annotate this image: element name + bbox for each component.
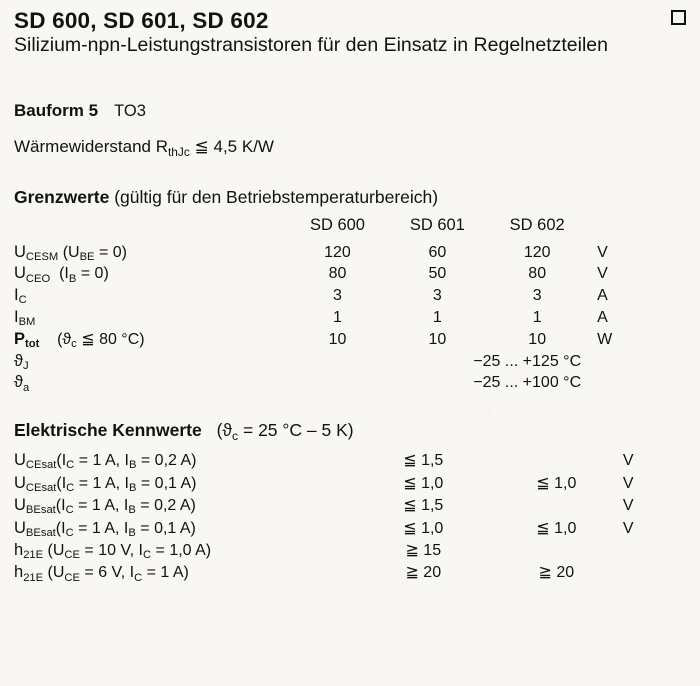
table-row — [14, 242, 674, 264]
electrical-unit: V — [622, 474, 634, 492]
table-row — [14, 372, 674, 394]
electrical-heading-rest: ($ϑ_c = 25$ °C – 5 K) — [216, 420, 354, 443]
electrical-symbol: $h_{21E}$ ($U_{CE} = 6$ V, $I_C = 1$ A) — [14, 563, 189, 584]
electrical-value: ≦ 1,0 — [536, 519, 577, 537]
thermal-resistance-row — [0, 137, 700, 157]
limits-heading — [0, 187, 700, 208]
table-row — [14, 263, 674, 285]
limits-range: −25 ... +100 °C — [473, 374, 582, 392]
table-row — [14, 494, 674, 516]
electrical-value — [490, 539, 623, 561]
limits-value: 10 — [528, 330, 547, 348]
electrical-value: ≧ 20 — [405, 564, 442, 582]
limits-value: 1 — [432, 309, 442, 327]
limits-range: −25 ... +125 °C — [473, 352, 582, 370]
electrical-value: ≦ 1,0 — [536, 474, 577, 492]
limits-value: 1 — [333, 309, 342, 327]
electrical-value — [490, 449, 623, 471]
electrical-heading — [0, 420, 700, 441]
limits-symbol: $I_C$ — [14, 286, 27, 307]
limits-unit: V — [597, 265, 608, 283]
limits-unit: A — [597, 287, 608, 305]
limits-value: 3 — [333, 287, 342, 305]
electrical-unit — [623, 539, 674, 561]
electrical-symbol: $U_{BEsat}(I_C = 1$ A, $I_B = 0,2$ A) — [14, 496, 196, 517]
table-row — [14, 351, 674, 373]
table-row — [14, 472, 674, 494]
electrical-unit — [623, 561, 674, 583]
limits-symbol: $ϑ_a$ — [14, 373, 30, 394]
electrical-symbol: $h_{21E}$ ($U_{CE} = 10$ V, $I_C = 1,0$ A) — [14, 540, 212, 562]
limits-value: 80 — [528, 265, 547, 283]
electrical-value: ≦ 1,5 — [403, 497, 444, 515]
table-row — [14, 449, 674, 471]
table-row — [14, 307, 674, 329]
column-header-sd602: SD 602 — [509, 216, 565, 235]
limits-value: 50 — [428, 265, 447, 283]
package-row — [0, 101, 700, 121]
electrical-symbol: $U_{CEsat}(I_C = 1$ A, $I_B = 0,1$ A) — [14, 473, 197, 494]
electrical-value: ≧ 20 — [538, 564, 575, 582]
limits-unit: V — [597, 243, 608, 261]
electrical-value: ≧ 15 — [405, 541, 442, 559]
column-header-sd600: SD 600 — [309, 216, 365, 235]
electrical-table — [14, 449, 674, 584]
limits-value: 120 — [523, 243, 551, 261]
thermal-subscript: thJc — [168, 144, 190, 159]
thermal-prefix: Wärmewiderstand R — [14, 137, 168, 157]
limits-symbol: $I_{BM}$ — [14, 308, 36, 329]
electrical-unit: V — [622, 519, 634, 537]
limits-unit: W — [597, 330, 613, 348]
limits-symbol: $U_{CESM}$ $(U_{BE} = 0)$ — [14, 242, 127, 263]
table-row — [14, 517, 674, 539]
limits-symbol: $ϑ_J$ — [14, 351, 29, 372]
square-outline-icon — [671, 10, 686, 25]
limits-value: 3 — [532, 287, 542, 305]
electrical-symbol: $U_{CEsat}(I_C = 1$ A, $I_B = 0,2$ A) — [14, 451, 197, 472]
limits-value: 10 — [428, 330, 447, 348]
table-row — [14, 561, 674, 583]
electrical-value: ≦ 1,0 — [403, 474, 444, 492]
column-header-sd601: SD 601 — [409, 216, 465, 235]
limits-column-header — [14, 215, 674, 241]
limits-value: 60 — [428, 243, 447, 261]
limits-table — [14, 215, 674, 394]
limits-unit: A — [597, 309, 608, 327]
package-value: TO3 — [114, 102, 146, 121]
table-row — [14, 329, 674, 351]
limits-value: 3 — [432, 287, 442, 305]
limits-value: 1 — [532, 309, 542, 327]
electrical-symbol: $U_{BEsat}(I_C = 1$ A, $I_B = 0,1$ A) — [14, 518, 196, 539]
limits-value: 80 — [328, 265, 347, 283]
electrical-unit: V — [622, 452, 634, 470]
page-title: SD 600, SD 601, SD 602 — [14, 8, 269, 33]
electrical-value — [490, 494, 623, 516]
electrical-heading-bold: Elektrische Kennwerte — [14, 420, 202, 441]
page-subtitle: Silizium-npn-Leistungstransistoren für den Einsatz in Regelnetzteilen — [14, 34, 608, 57]
limits-symbol: $P_{tot}$ ($ϑ_c$ ≦ 80 °C) — [14, 329, 145, 350]
electrical-value: ≦ 1,5 — [403, 452, 444, 470]
package-label: Bauform 5 — [14, 101, 99, 121]
table-row — [14, 285, 674, 307]
table-row — [14, 539, 674, 561]
limits-heading-rest: (gültig für den Betriebstemperaturbereich) — [114, 187, 439, 208]
limits-symbol: $U_{CEO}$ $(I_B = 0)$ — [14, 264, 109, 285]
electrical-value: ≦ 1,0 — [403, 519, 444, 537]
electrical-unit: V — [622, 497, 634, 515]
limits-heading-bold: Grenzwerte — [14, 187, 110, 208]
thermal-suffix: ≦ 4,5 K/W — [189, 137, 274, 157]
limits-value: 120 — [324, 243, 351, 261]
document-header — [0, 0, 700, 57]
limits-value: 10 — [328, 330, 347, 348]
